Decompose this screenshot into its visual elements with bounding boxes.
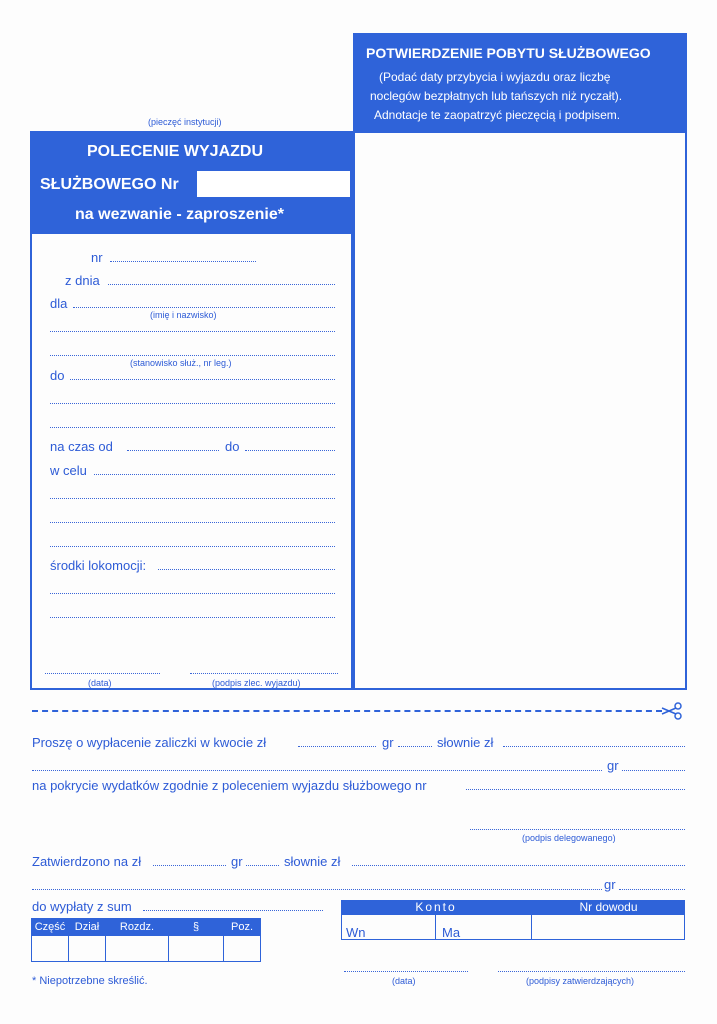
date-field[interactable]	[108, 284, 335, 285]
wn-label: Wn	[346, 925, 366, 940]
purpose-field-2[interactable]	[50, 498, 335, 499]
srodki-label: środki lokomocji:	[50, 558, 147, 573]
col-paragraf: §	[169, 919, 224, 936]
footnote: * Niepotrzebne skreślić.	[32, 975, 148, 987]
order-signature-field[interactable]	[190, 673, 338, 674]
delegation-nr-field[interactable]	[466, 789, 685, 790]
cell-rozdz[interactable]	[106, 936, 169, 962]
destination-field[interactable]	[70, 379, 335, 380]
col-dzial: Dział	[69, 919, 106, 936]
advance-words-field[interactable]	[503, 746, 685, 747]
approved-words-field[interactable]	[352, 865, 685, 866]
cell-paragraf[interactable]	[169, 936, 224, 962]
destination-field-2[interactable]	[50, 403, 335, 404]
advance-amount-field[interactable]	[298, 746, 376, 747]
cell-czesc[interactable]	[32, 936, 69, 962]
delegate-signature-field[interactable]	[470, 829, 685, 830]
cell-poz[interactable]	[224, 936, 261, 962]
gr-label-1: gr	[382, 735, 394, 750]
approved-words-field-2[interactable]	[32, 889, 602, 890]
stamp-label: (pieczęć instytucji)	[148, 117, 222, 127]
name-field-2[interactable]	[50, 331, 335, 332]
imie-nazwisko-caption: (imię i nazwisko)	[150, 310, 217, 320]
purpose-field-3[interactable]	[50, 522, 335, 523]
slownie-label-2: słownie zł	[284, 854, 341, 869]
left-header-line1: POLECENIE WYJAZDU	[87, 143, 264, 160]
left-header-line3: na wezwanie - zaproszenie*	[75, 206, 284, 223]
transport-field-2[interactable]	[50, 593, 335, 594]
name-field[interactable]	[73, 307, 335, 308]
classification-table	[31, 918, 261, 962]
do-label: do	[50, 368, 65, 383]
do2-label: do	[225, 439, 240, 454]
gr-label-3: gr	[231, 854, 243, 869]
w-celu-label: w celu	[50, 463, 87, 478]
gr-label-4: gr	[604, 877, 616, 892]
col-poz: Poz.	[224, 919, 261, 936]
stanowisko-caption: (stanowisko służ., nr leg.)	[130, 358, 232, 368]
podpis-deleg-caption: (podpis delegowanego)	[522, 833, 616, 843]
to-date-field[interactable]	[245, 450, 335, 451]
approved-amount-field[interactable]	[153, 865, 226, 866]
position-field[interactable]	[50, 355, 335, 356]
ma-label: Ma	[442, 925, 461, 940]
podpisy-caption: (podpisy zatwierdzających)	[526, 976, 635, 986]
nr-label: nr	[91, 250, 103, 265]
konto-divider	[531, 900, 532, 940]
slownie-label-1: słownie zł	[437, 735, 494, 750]
gr-label-2: gr	[607, 758, 619, 773]
right-header-sub3: Adnotacje te zaopatrzyć pieczęcią i podpisem.	[374, 108, 621, 122]
transport-field-3[interactable]	[50, 617, 335, 618]
transport-field[interactable]	[158, 569, 335, 570]
scissors-icon	[660, 702, 684, 720]
konto-header: Konto	[341, 900, 531, 915]
data-caption: (data)	[88, 678, 112, 688]
purpose-field[interactable]	[94, 474, 335, 475]
cell-dzial[interactable]	[69, 936, 106, 962]
purpose-field-4[interactable]	[50, 546, 335, 547]
order-number-field[interactable]	[197, 171, 350, 197]
cut-line	[32, 710, 662, 712]
advance-words-field-2[interactable]	[32, 770, 602, 771]
bottom-data-caption: (data)	[392, 976, 416, 986]
right-header-sub2: noclegów bezpłatnych lub tańszych niż ryczałt).	[370, 89, 623, 103]
destination-field-3[interactable]	[50, 427, 335, 428]
podpis-zlec-caption: (podpis zlec. wyjazdu)	[212, 678, 301, 688]
col-czesc: Część	[32, 919, 69, 936]
right-header-sub1: (Podać daty przybycia i wyjazdu oraz liczbę	[379, 70, 611, 84]
advance-words-gr-field[interactable]	[622, 770, 685, 771]
right-header	[353, 33, 687, 133]
payout-source-field[interactable]	[143, 910, 323, 911]
date-sign-field[interactable]	[45, 673, 160, 674]
col-rozdz: Rozdz.	[106, 919, 169, 936]
approved-gr-field[interactable]	[246, 865, 279, 866]
na-czas-od-label: na czas od	[50, 439, 113, 454]
dla-label: dla	[50, 296, 68, 311]
nr-dowodu-header: Nr dowodu	[532, 900, 685, 915]
wn-ma-divider	[435, 915, 436, 940]
from-date-field[interactable]	[127, 450, 219, 451]
right-header-title: POTWIERDZENIE POBYTU SŁUŻBOWEGO	[366, 45, 651, 61]
na-pokrycie-label: na pokrycie wydatków zgodnie z poleceniem wyjazdu służbowego nr	[32, 778, 427, 793]
z-dnia-label: z dnia	[65, 273, 100, 288]
left-header	[30, 131, 353, 234]
zatwierdzono-label: Zatwierdzono na zł	[32, 854, 142, 869]
do-wyplaty-label: do wypłaty z sum	[32, 899, 132, 914]
approved-words-gr-field[interactable]	[619, 889, 685, 890]
left-header-line2: SŁUŻBOWEGO Nr	[40, 176, 179, 193]
advance-gr-field[interactable]	[398, 746, 432, 747]
approval-date-field[interactable]	[344, 971, 468, 972]
nr-field[interactable]	[110, 261, 256, 262]
prosze-label: Proszę o wypłacenie zaliczki w kwocie zł	[32, 735, 267, 750]
approvers-signature-field[interactable]	[498, 971, 685, 972]
